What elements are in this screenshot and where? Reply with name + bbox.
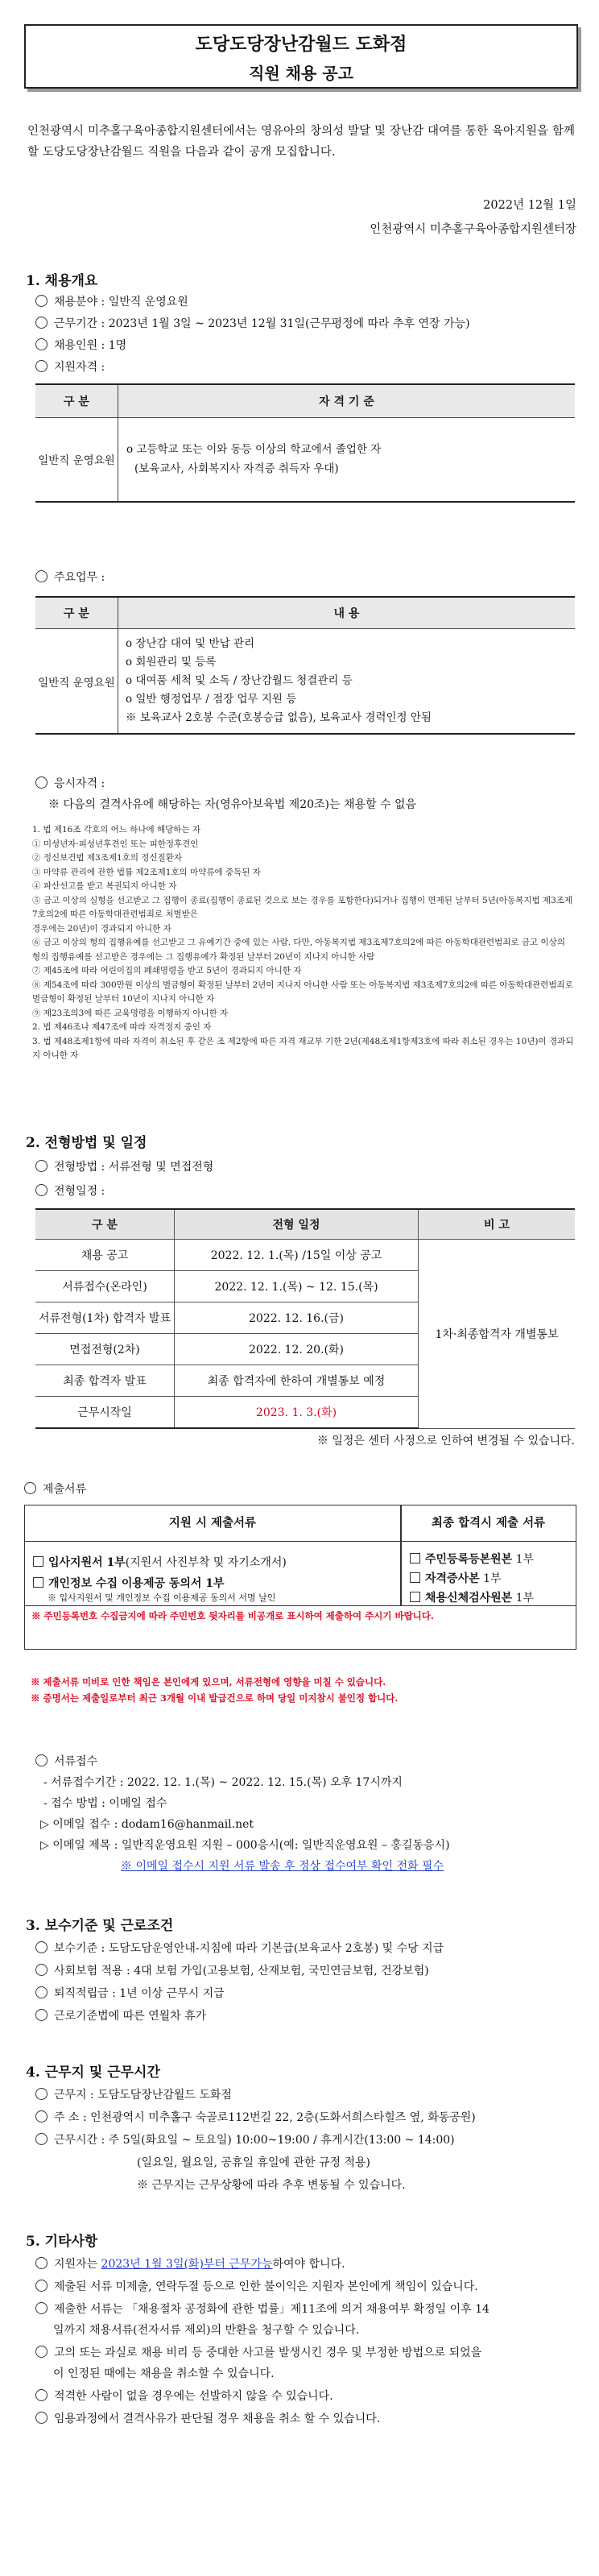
pay-item: 근로기준법에 따른 연월차 휴가 [35, 2007, 206, 2023]
circle-bullet-icon [35, 2110, 48, 2123]
section-3-heading: 3. 보수기준 및 근로조건 [26, 1918, 174, 1934]
duty-item: ο 장난감 대여 및 반납 관리 [126, 637, 254, 650]
circle-bullet-icon [35, 2412, 48, 2424]
checkbox-icon [410, 1592, 420, 1602]
docs-left-header: 지원 시 제출서류 [25, 1505, 400, 1542]
section-4-heading: 4. 근무지 및 근무시간 [26, 2065, 160, 2081]
title-line-2: 직원 채용 공고 [249, 64, 353, 83]
circle-bullet-icon [35, 2280, 48, 2292]
doc-privacy-consent: 개인정보 수집 이용제공 동의서 1부 [33, 1575, 225, 1591]
schedule-label [35, 1182, 105, 1199]
disqualification-list [32, 823, 575, 1063]
workplace-line: 근무지 : 도담도담장난감월드 도화점 [35, 2086, 232, 2102]
disq-item: 3. 법 제48조제1항에 따라 자격이 취소된 후 같은 조 제2항에 따른 자격 재교부 기한 2년(제48조제1항제3호에 따라 취소된 경우는 10년)이 경과되지 아니한 자 [32, 1036, 574, 1060]
schedule-row-label: 면접전형(2차) [35, 1334, 175, 1365]
pay-item: 보수기준 : 도담도담운영안내-지침에 따라 기본급(보육교사 2호봉) 및 수당 지급 [35, 1940, 444, 1956]
qual-criteria-2: (보육교사, 사회복지사 자격증 취득자 우대) [134, 462, 339, 476]
disq-item: ② 정신보건법 제3조제1호의 정신질환자 [32, 853, 183, 863]
disq-item: ⑤ 금고 이상의 실형을 선고받고 그 집행이 종료(집행이 종료된 것으로 보는 경우를 포함한다)되거나 집행이 면제된 날부터 5년(아동복지법 제3조제7호의2에 따른 아동학대관련범죄로 처벌받은 [32, 895, 573, 919]
field-line [35, 293, 188, 309]
disq-item: 2. 법 제46조나 제47조에 따라 자격정지 중인 자 [32, 1022, 212, 1032]
qual-col-category: 구 분 [35, 384, 118, 418]
duty-item: ο 회원관리 및 등록 [126, 656, 217, 669]
circle-bullet-icon [35, 2088, 48, 2100]
disq-item: 1. 법 제16조 각호의 어느 하나에 해당하는 자 [32, 825, 201, 835]
docs-label-text: 제출서류 [43, 1483, 87, 1496]
doc-warning: ※ 증명서는 제출일로부터 최근 3개월 이내 발급건으로 하며 당일 미지참시 불인정 합니다. [31, 1692, 399, 1704]
schedule-row-value: 2022. 12. 1.(목) ~ 12. 15.(목) [175, 1271, 419, 1302]
disq-item: ① 미성년자·피성년후견인 또는 피한정후견인 [32, 839, 199, 849]
etc-item: 제출된 서류 미제출, 연락두절 등으로 인한 불이익은 지원자 본인에게 책임이 있습니다. [35, 2278, 478, 2294]
etc-item-cont: 이 인정된 때에는 채용을 취소할 수 있습니다. [53, 2367, 275, 2380]
schedule-row-value: 최종 합격자에 한하여 개별통보 예정 [175, 1365, 419, 1397]
duty-item: ο 대여품 세척 및 소독 / 장난감월드 청결관리 등 [126, 674, 353, 687]
doc-health-check: 채용신체검사원본 1부 [410, 1589, 534, 1605]
circle-bullet-icon [35, 1941, 48, 1953]
schedule-row-label: 근무시작일 [35, 1397, 175, 1429]
period-line [35, 315, 470, 331]
issue-date: 2022년 12월 1일 [483, 199, 576, 212]
circle-bullet-icon [35, 295, 48, 307]
circle-bullet-icon [35, 317, 48, 329]
disq-item: 경우에는 20년)이 경과되지 아니한 자 [32, 923, 171, 934]
etc-item: 제출한 서류는 「채용절차 공정화에 관한 법률」제11조에 의거 채용여부 확정일 이후 14 [35, 2301, 490, 2317]
circle-bullet-icon [35, 338, 48, 350]
schedule-row-label: 서류접수(온라인) [35, 1271, 175, 1302]
circle-bullet-icon [35, 570, 48, 582]
qual-criteria-1: ο 고등학교 또는 이와 동등 이상의 학교에서 졸업한 자 [126, 443, 382, 457]
circle-bullet-icon [35, 2346, 48, 2358]
hours-note: ※ 근무지는 근무상황에 따라 추후 변동될 수 있습니다. [137, 2179, 406, 2192]
etc-item-cont: 일까지 채용서류(전자서류 제외)의 반환을 청구할 수 있습니다. [53, 2324, 360, 2337]
schedule-table [35, 1208, 575, 1429]
receipt-method: - 접수 방법 : 이메일 접수 [43, 1797, 167, 1810]
duties-label [35, 569, 105, 585]
method-text: 전형방법 : 서류전형 및 면접전형 [54, 1161, 214, 1174]
schedule-col-category: 구 분 [35, 1209, 175, 1240]
etc-item: 고의 또는 과실로 채용 비리 등 중대한 사고를 발생시킨 경우 및 부정한 방법으로 되었을 [35, 2344, 481, 2360]
schedule-row-value: 2022. 12. 20.(화) [175, 1334, 419, 1365]
headcount-line [35, 337, 126, 353]
circle-bullet-icon [35, 2009, 48, 2021]
pay-item: 퇴직적립금 : 1년 이상 근무시 지급 [35, 1985, 225, 2001]
apply-note: ※ 다음의 결격사유에 해당하는 자(영유아보육법 제20조)는 채용할 수 없음 [48, 798, 417, 811]
intro-paragraph: 인천광역시 미추홀구육아종합지원센터에서는 영유아의 창의성 발달 및 장난감 대여를 통한 육아지원을 함께 할 도당도당장난감월드 직원을 다음과 같이 공개 모집합니다. [27, 125, 575, 159]
disq-item: ⑥ 금고 이상의 형의 집행유예를 선고받고 그 유예기간 중에 있는 사람. 다만, 아동복지법 제3조제7호의2에 따른 아동학대관련범죄로 금고 이상의 형의 집행유예를 선고받은 경우에는 그 집행유예가 확정된 날부터 20년이 지나지 아니한 사람 [32, 938, 565, 962]
schedule-label-text: 전형일정 : [54, 1185, 105, 1198]
start-date-value: 2023. 1. 3.(화) [175, 1397, 419, 1429]
qual-col-criteria: 자 격 기 준 [118, 384, 576, 418]
issuer-block [370, 193, 576, 242]
docs-right-header: 최종 합격시 제출 서류 [401, 1505, 576, 1542]
schedule-remark: 1차·최종합격자 개별통보 [419, 1240, 576, 1429]
apply-label-text: 응시자격 : [54, 777, 105, 790]
disq-item: ⑧ 제54조에 따라 300만원 이상의 벌금형이 확정된 날부터 2년이 지나지 아니한 사람 또는 아동복지법 제3조제7호의2에 따른 아동학대관련범죄로 벌금형이 확정된 날부터 10년이 지나지 아니한 자 [32, 979, 573, 1004]
circle-bullet-icon [35, 1964, 48, 1976]
qual-row-label: 일반직 운영요원 [35, 418, 118, 502]
checkbox-icon [410, 1572, 420, 1583]
schedule-col-remark: 비 고 [419, 1209, 576, 1240]
checkbox-icon [410, 1553, 420, 1563]
docs-warnings [25, 1605, 576, 1650]
disq-item: ③ 마약류 관리에 관한 법률 제2조제1호의 마약류에 중독된 자 [32, 867, 261, 877]
receipt-label-text: 서류접수 [54, 1755, 98, 1768]
address-line: 주 소 : 인천광역시 미추홀구 숙골로112번길 22, 2층(도화서희스타힐즈 옆, 화동공원) [35, 2109, 476, 2125]
circle-bullet-icon [35, 1754, 48, 1766]
period-text: 근무기간 : 2023년 1월 3일 ~ 2023년 12월 31일(근무평정에 따라 추후 연장 가능) [54, 317, 470, 330]
checkbox-icon [33, 1577, 43, 1588]
circle-bullet-icon [35, 2257, 48, 2269]
disq-item: ⑨ 제23조의3에 따른 교육명령을 이행하지 아니한 자 [32, 1008, 229, 1018]
duties-row-label: 일반직 운영요원 [35, 629, 118, 735]
section-2-heading: 2. 전형방법 및 일정 [26, 1135, 147, 1151]
schedule-row-value: 2022. 12. 16.(금) [175, 1302, 419, 1334]
etc-item: 적격한 사람이 없을 경우에는 선발하지 않을 수 있습니다. [35, 2388, 333, 2404]
title-line-1: 도당도당장난감월드 도화점 [195, 34, 407, 55]
headcount-text: 채용인원 : 1명 [54, 339, 127, 352]
circle-bullet-icon [35, 1184, 48, 1196]
section-1-heading: 1. 채용개요 [26, 273, 98, 289]
field-text: 채용분야 : 일반직 운영요원 [54, 296, 188, 309]
docs-label [24, 1481, 86, 1497]
documents-box [24, 1505, 576, 1650]
method-line [35, 1158, 213, 1174]
checkbox-icon [33, 1556, 43, 1567]
circle-bullet-icon [35, 1986, 48, 1998]
section-5-heading: 5. 기타사항 [26, 2234, 98, 2250]
doc-sign-note: ※ 입사지원서 및 개인정보 수집 이용제공 동의서 서명 날인 [48, 1592, 276, 1603]
email-address[interactable]: ▷ 이메일 접수 : dodam16@hanmail.net [40, 1818, 254, 1831]
title-box [24, 24, 578, 89]
receipt-label [35, 1753, 97, 1769]
schedule-note: ※ 일정은 센터 사정으로 인하여 변경될 수 있습니다. [316, 1435, 575, 1447]
circle-bullet-icon [35, 2133, 48, 2145]
qualification-label [35, 358, 105, 375]
duties-col-content: 내 용 [118, 597, 576, 629]
doc-warning: ※ 제출서류 미비로 인한 책임은 본인에게 있으며, 서류전형에 영향을 미칠 수 있습니다. [31, 1676, 386, 1688]
circle-bullet-icon [35, 1160, 48, 1172]
duties-list [126, 635, 574, 727]
duties-table [35, 596, 575, 735]
schedule-row-label: 최종 합격자 발표 [35, 1365, 175, 1397]
schedule-row-label: 서류전형(1차) 합격자 발표 [35, 1302, 175, 1334]
apply-label [35, 775, 105, 791]
circle-bullet-icon [35, 2389, 48, 2401]
issuer-name: 인천광역시 미추홀구육아종합지원센터장 [370, 223, 576, 236]
doc-resident-register: 주민등록등본원본 1부 [410, 1551, 534, 1567]
circle-bullet-icon [35, 360, 48, 372]
schedule-col-date: 전형 일정 [175, 1209, 419, 1240]
email-subject: ▷ 이메일 제목 : 일반직운영요원 지원 – 000응시(예: 일반직운영요원 – 홍길동응시) [40, 1839, 450, 1852]
pay-item: 사회보험 적용 : 4대 보험 가입(고용보험, 산재보험, 국민연금보험, 건강보험) [35, 1962, 429, 1978]
doc-application: 입사지원서 1부(지원서 사진부착 및 자기소개서) [33, 1554, 287, 1570]
etc-item: 임용과정에서 결격사유가 판단될 경우 채용을 취소 할 수 있습니다. [35, 2410, 380, 2426]
hours-line: 근무시간 : 주 5일(화요일 ~ 토요일) 10:00~19:00 / 휴게시간(13:00 ~ 14:00) [35, 2131, 455, 2147]
disq-item: ⑦ 제45조에 따라 어린이집의 폐쇄명령을 받고 5년이 경과되지 아니한 자 [32, 966, 302, 975]
doc-warning: ※ 주민등록번호 수집금지에 따라 주민번호 뒷자리를 비공개로 표시하여 제출하여 주시기 바랍니다. [31, 1610, 434, 1621]
disq-item: ④ 파산선고를 받고 복권되지 아니한 자 [32, 881, 177, 891]
docs-divider [400, 1505, 402, 1605]
duties-col-category: 구 분 [35, 597, 118, 629]
circle-bullet-icon [24, 1482, 36, 1494]
qualification-table [35, 383, 575, 503]
email-confirm-note: ※ 이메일 접수시 지원 서류 발송 후 정상 접수여부 확인 전화 필수 [121, 1860, 444, 1873]
duty-item: ※ 보육교사 2호봉 수준(호봉승급 없음), 보육교사 경력인정 안됨 [126, 711, 432, 724]
circle-bullet-icon [35, 777, 48, 789]
schedule-row-label: 채용 공고 [35, 1240, 175, 1271]
schedule-row-value: 2022. 12. 1.(목) /15일 이상 공고 [175, 1240, 419, 1271]
circle-bullet-icon [35, 2302, 48, 2314]
duty-item: ο 일반 행정업무 / 점장 업무 지원 등 [126, 693, 297, 706]
etc-item: 지원자는 2023년 1월 3일(화)부터 근무가능하여야 합니다. [35, 2255, 345, 2272]
doc-certificate-copy: 자격증사본 1부 [410, 1570, 502, 1586]
qualification-label-text: 지원자격 : [54, 361, 105, 374]
receipt-period: - 서류접수기간 : 2022. 12. 1.(목) ~ 2022. 12. 15.(목) 오후 17시까지 [43, 1776, 403, 1789]
duties-label-text: 주요업무 : [54, 571, 105, 584]
hours-line-2: (일요일, 월요일, 공휴일 휴일에 관한 규정 적용) [137, 2156, 370, 2169]
